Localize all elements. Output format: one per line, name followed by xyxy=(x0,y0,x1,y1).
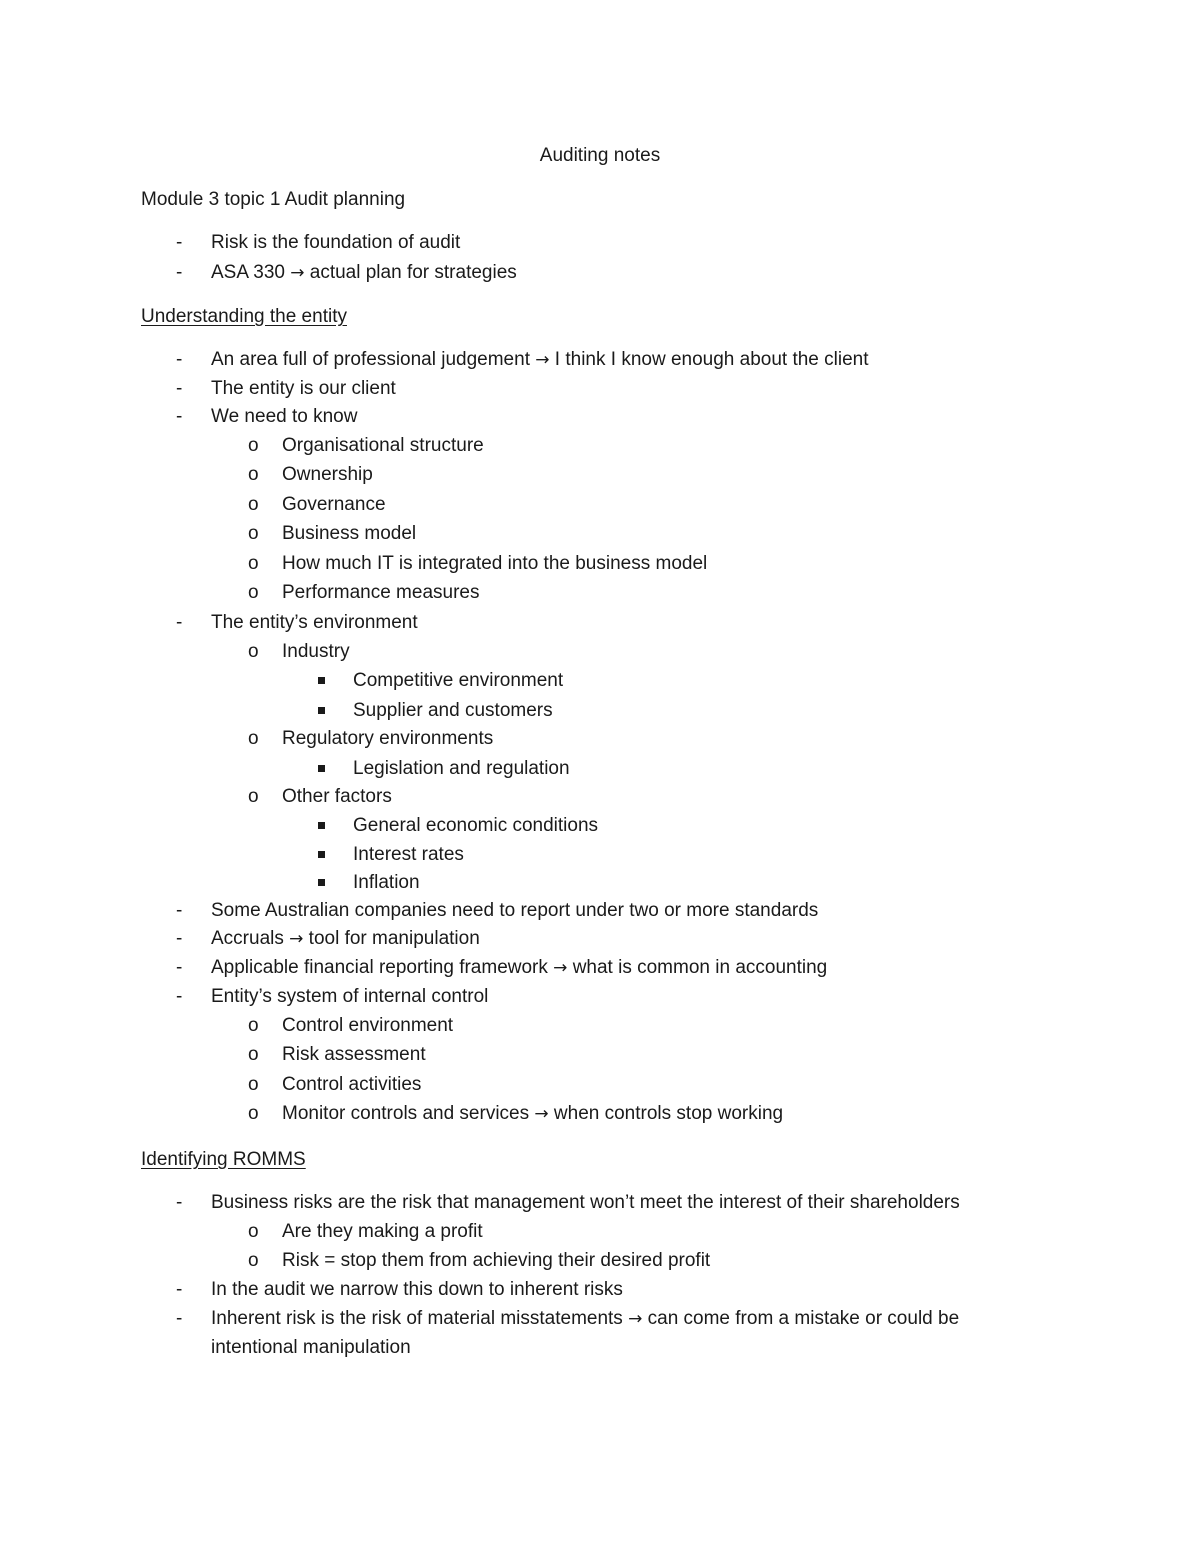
list-item: Risk is the foundation of audit xyxy=(211,232,461,253)
square-bullet xyxy=(318,677,325,684)
circle-bullet: o xyxy=(248,1015,259,1036)
list-item: Ownership xyxy=(282,464,373,485)
dash-bullet: - xyxy=(176,1192,183,1213)
list-item: Entity’s system of internal control xyxy=(211,986,489,1007)
list-item: Industry xyxy=(282,641,350,662)
square-bullet xyxy=(318,765,325,772)
list-item: Risk assessment xyxy=(282,1044,426,1065)
list-item: Regulatory environments xyxy=(282,728,494,749)
list-item: Other factors xyxy=(282,786,392,807)
square-bullet xyxy=(318,822,325,829)
dash-bullet: - xyxy=(176,262,183,283)
list-item: How much IT is integrated into the business model xyxy=(282,553,708,574)
square-bullet xyxy=(318,879,325,886)
list-item: Competitive environment xyxy=(353,670,564,691)
list-item: Legislation and regulation xyxy=(353,758,570,779)
list-item: Some Australian companies need to report under two or more standards xyxy=(211,900,819,921)
list-item: The entity’s environment xyxy=(211,612,418,633)
circle-bullet: o xyxy=(248,435,259,456)
circle-bullet: o xyxy=(248,1074,259,1095)
dash-bullet: - xyxy=(176,232,183,253)
circle-bullet: o xyxy=(248,494,259,515)
list-item: Monitor controls and services → when controls stop working xyxy=(282,1103,784,1124)
dash-bullet: - xyxy=(176,378,183,399)
list-item: Are they making a profit xyxy=(282,1221,483,1242)
list-item: Organisational structure xyxy=(282,435,484,456)
circle-bullet: o xyxy=(248,582,259,603)
dash-bullet: - xyxy=(176,1308,183,1329)
dash-bullet: - xyxy=(176,900,183,921)
list-item: ASA 330 → actual plan for strategies xyxy=(211,262,517,283)
list-item: General economic conditions xyxy=(353,815,599,836)
list-item: Control activities xyxy=(282,1074,422,1095)
list-item: Inherent risk is the risk of material misstatements → can come from a mistake or could be xyxy=(211,1308,960,1329)
circle-bullet: o xyxy=(248,1221,259,1242)
list-item: Control environment xyxy=(282,1015,454,1036)
arrow-right-icon: → xyxy=(535,350,550,370)
circle-bullet: o xyxy=(248,728,259,749)
circle-bullet: o xyxy=(248,464,259,485)
dash-bullet: - xyxy=(176,349,183,370)
list-item-continuation: intentional manipulation xyxy=(211,1337,411,1358)
list-item: An area full of professional judgement → I think I know enough about the client xyxy=(211,349,869,370)
section-heading: Understanding the entity xyxy=(141,306,347,327)
square-bullet xyxy=(318,707,325,714)
square-bullet xyxy=(318,851,325,858)
circle-bullet: o xyxy=(248,641,259,662)
arrow-right-icon: → xyxy=(628,1309,643,1329)
arrow-right-icon: → xyxy=(290,263,305,283)
list-item: Applicable financial reporting framework → what is common in accounting xyxy=(211,957,828,978)
list-item: Accruals → tool for manipulation xyxy=(211,928,480,949)
list-item: Inflation xyxy=(353,872,420,893)
list-item: In the audit we narrow this down to inherent risks xyxy=(211,1279,623,1300)
section-heading: Identifying ROMMS xyxy=(141,1149,306,1170)
list-item: We need to know xyxy=(211,406,358,427)
dash-bullet: - xyxy=(176,928,183,949)
circle-bullet: o xyxy=(248,786,259,807)
dash-bullet: - xyxy=(176,957,183,978)
circle-bullet: o xyxy=(248,523,259,544)
module-heading: Module 3 topic 1 Audit planning xyxy=(141,189,406,210)
list-item: Performance measures xyxy=(282,582,480,603)
dash-bullet: - xyxy=(176,986,183,1007)
circle-bullet: o xyxy=(248,1044,259,1065)
arrow-right-icon: → xyxy=(289,929,304,949)
list-item: Risk = stop them from achieving their desired profit xyxy=(282,1250,711,1271)
dash-bullet: - xyxy=(176,406,183,427)
circle-bullet: o xyxy=(248,1250,259,1271)
arrow-right-icon: → xyxy=(534,1104,549,1124)
circle-bullet: o xyxy=(248,553,259,574)
list-item: Interest rates xyxy=(353,844,464,865)
arrow-right-icon: → xyxy=(553,958,568,978)
list-item: The entity is our client xyxy=(211,378,396,399)
document-title: Auditing notes xyxy=(539,145,661,166)
dash-bullet: - xyxy=(176,1279,183,1300)
list-item: Business risks are the risk that management won’t meet the interest of their shareholders xyxy=(211,1192,960,1213)
list-item: Governance xyxy=(282,494,386,515)
list-item: Business model xyxy=(282,523,417,544)
dash-bullet: - xyxy=(176,612,183,633)
circle-bullet: o xyxy=(248,1103,259,1124)
list-item: Supplier and customers xyxy=(353,700,553,721)
